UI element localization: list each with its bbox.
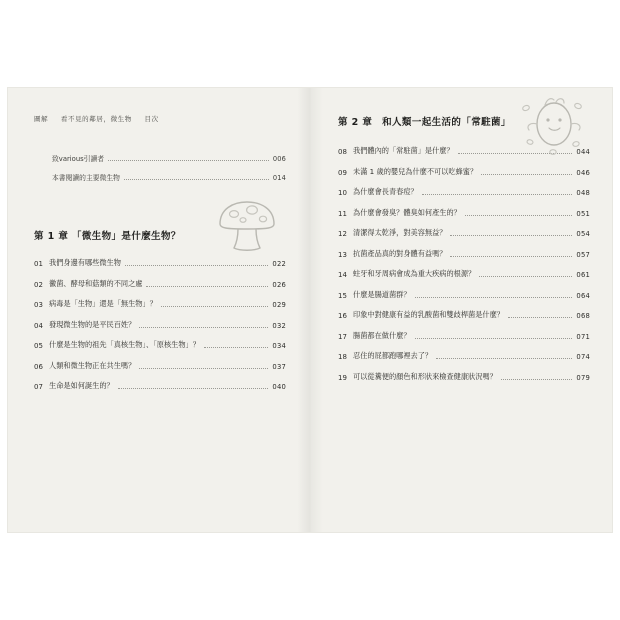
table-row[interactable] — [338, 167, 590, 177]
running-head-segment-1: 圖解 — [34, 115, 49, 123]
front-matter-title: 本書閱讀的主要微生物 — [52, 174, 120, 182]
toc-list-chapter-1 — [34, 258, 286, 391]
leader-dots — [108, 159, 269, 161]
toc-title: 什麼是腸道菌群？ — [353, 289, 411, 299]
table-row[interactable] — [34, 299, 286, 309]
front-matter-page: 006 — [272, 155, 286, 163]
toc-title: 為什麼會發臭？體臭如何產生的？ — [353, 207, 461, 217]
leader-dots — [125, 264, 269, 266]
list-item — [52, 172, 286, 182]
leader-dots — [465, 214, 573, 216]
toc-number: 14 — [338, 271, 347, 279]
leader-dots — [458, 152, 573, 154]
table-row[interactable] — [34, 361, 286, 371]
toc-title: 忍住的屁都跑哪裡去了？ — [353, 351, 433, 360]
toc-number: 10 — [338, 189, 347, 197]
toc-page-number: 071 — [576, 332, 590, 341]
leader-dots — [161, 305, 269, 307]
toc-number: 12 — [338, 230, 347, 238]
page-title: 第 2 章 和人類一起生活的「常駐菌」 — [338, 117, 511, 128]
front-matter-page: 014 — [272, 174, 286, 182]
table-row[interactable] — [34, 258, 286, 268]
toc-page-number: 054 — [576, 230, 590, 238]
toc-page-number: 022 — [272, 260, 286, 268]
toc-number: 01 — [34, 260, 43, 268]
leader-dots — [481, 173, 572, 175]
toc-number: 11 — [338, 209, 347, 218]
toc-number: 15 — [338, 291, 347, 300]
toc-page-number: 032 — [272, 321, 286, 330]
running-head-segment-3: 目次 — [144, 115, 159, 123]
toc-list-chapter-2 — [338, 146, 590, 382]
toc-number: 16 — [338, 312, 347, 320]
toc-page-number: 061 — [576, 271, 590, 279]
toc-page-number: 064 — [576, 291, 590, 300]
toc-title: 什麼是生物的祖先「真核生物」、「原核生物」？ — [49, 340, 200, 349]
toc-title: 病毒是「生物」還是「無生物」？ — [49, 299, 157, 308]
leader-dots — [146, 285, 268, 287]
toc-title: 清潔得太乾淨，對美容無益？ — [353, 228, 447, 237]
toc-page-number: 057 — [576, 250, 590, 259]
toc-title: 印象中對健康有益的乳酸菌和雙歧桿菌是什麼？ — [353, 310, 504, 319]
toc-title: 蛀牙和牙周病會成為重大疾病的根源？ — [353, 269, 476, 278]
leader-dots — [118, 387, 269, 389]
table-row[interactable] — [338, 228, 590, 238]
leader-dots — [501, 378, 573, 380]
toc-title: 為什麼會長青春痘？ — [353, 187, 418, 196]
running-head — [34, 114, 286, 123]
table-row[interactable] — [34, 320, 286, 330]
toc-page-number: 048 — [576, 189, 590, 197]
right-page — [310, 88, 612, 532]
toc-title: 可以從糞便的顏色和形狀來檢查健康狀況嗎？ — [353, 371, 497, 381]
toc-page-number: 037 — [272, 362, 286, 371]
leader-dots — [422, 193, 573, 195]
list-item — [52, 153, 286, 163]
toc-number: 17 — [338, 332, 347, 341]
toc-number: 13 — [338, 250, 347, 259]
table-row[interactable] — [34, 279, 286, 289]
leader-dots — [415, 337, 573, 339]
toc-page-number: 026 — [272, 280, 286, 289]
toc-number: 07 — [34, 383, 43, 391]
leader-dots — [508, 316, 572, 318]
toc-number: 19 — [338, 373, 347, 382]
running-head-segment-2: 看不見的鄰居，微生物 — [60, 115, 132, 123]
toc-title: 腸菌都在做什麼？ — [353, 330, 411, 340]
toc-page-number: 068 — [576, 312, 590, 320]
toc-page-number: 051 — [576, 209, 590, 218]
table-row[interactable] — [338, 372, 590, 382]
toc-number: 04 — [34, 321, 43, 330]
leader-dots — [124, 178, 269, 180]
table-row[interactable] — [338, 310, 590, 320]
leader-dots — [204, 346, 268, 348]
leader-dots — [139, 326, 268, 328]
toc-page-number: 074 — [576, 353, 590, 361]
toc-number: 18 — [338, 353, 347, 361]
table-row[interactable] — [34, 340, 286, 350]
table-row[interactable] — [338, 331, 590, 341]
leader-dots — [415, 296, 573, 298]
page-title: 第 1 章 「微生物」是什麼生物？ — [34, 231, 181, 242]
front-matter-title: 致various引讀者 — [52, 155, 105, 163]
leader-dots — [139, 367, 268, 369]
left-page — [8, 88, 310, 532]
table-row[interactable] — [338, 290, 590, 300]
toc-number: 06 — [34, 362, 43, 371]
table-row[interactable] — [338, 146, 590, 156]
table-row[interactable] — [34, 381, 286, 391]
toc-number: 05 — [34, 342, 43, 350]
toc-page-number: 040 — [272, 383, 286, 391]
toc-title: 發現微生物的是平民百姓？ — [49, 319, 136, 329]
table-row[interactable] — [338, 208, 590, 218]
front-matter-list — [52, 153, 286, 182]
toc-title: 人類和微生物正在共生嗎？ — [49, 360, 136, 370]
toc-page-number: 046 — [576, 168, 590, 177]
table-row[interactable] — [338, 187, 590, 197]
toc-title: 黴菌、酵母和菇類的不同之處 — [49, 278, 143, 288]
leader-dots — [479, 275, 572, 277]
toc-number: 02 — [34, 280, 43, 289]
toc-page-number: 079 — [576, 373, 590, 382]
toc-title: 我們體內的「常駐菌」是什麼？ — [353, 146, 454, 155]
leader-dots — [450, 234, 572, 236]
table-row[interactable] — [338, 269, 590, 279]
table-row[interactable] — [338, 351, 590, 361]
toc-page-number: 029 — [272, 301, 286, 309]
toc-title: 我們身邊有哪些微生物 — [49, 258, 121, 267]
toc-page-number: 044 — [576, 148, 590, 156]
book-spread — [8, 88, 612, 532]
leader-dots — [436, 357, 572, 359]
toc-title: 抗菌產品真的對身體有益嗎？ — [353, 248, 447, 258]
toc-title: 生命是如何誕生的？ — [49, 381, 114, 390]
mushroom-icon — [210, 196, 284, 254]
toc-title: 未滿 1 歲的嬰兒為什麼不可以吃蜂蜜？ — [353, 166, 478, 176]
toc-number: 09 — [338, 168, 347, 177]
toc-number: 03 — [34, 301, 43, 309]
toc-number: 08 — [338, 148, 347, 156]
leader-dots — [450, 255, 572, 257]
table-row[interactable] — [338, 249, 590, 259]
toc-page-number: 034 — [272, 342, 286, 350]
